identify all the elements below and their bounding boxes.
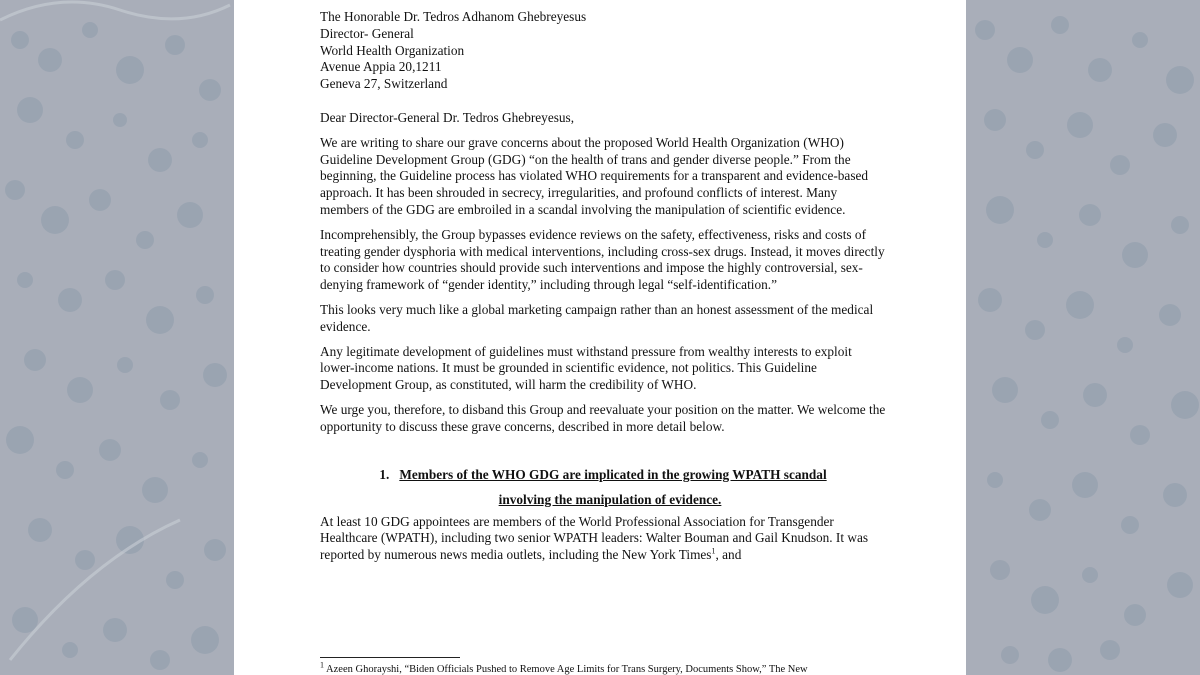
recipient-address bbox=[320, 9, 886, 93]
footnote-text: Azeen Ghorayshi, “Biden Officials Pushed to Remove Age Limits for Trans Surgery, Documents Show,” The New bbox=[324, 664, 808, 675]
section-number: 1. bbox=[379, 466, 390, 482]
section-title-line1: Members of the WHO GDG are implicated in the growing WPATH scandal bbox=[399, 466, 827, 482]
address-line: The Honorable Dr. Tedros Adhanom Ghebreyesus bbox=[320, 9, 587, 24]
paragraph: We are writing to share our grave concerns about the proposed World Health Organization (WHO) Guideline Development Group (GDG) “on the health of trans and gender diverse people.” From the beginning, the Guideline process has violated WHO requirements for a transparent and evidence-based approach. It has been shrouded in secrecy, irregularities, and profound conflicts of interest. Many members of the GDG are embroiled in a scandal involving the manipulation of scientific evidence. bbox=[320, 134, 869, 217]
address-line: World Health Organization bbox=[320, 42, 465, 58]
paragraph: This looks very much like a global marketing campaign rather than an honest assessment of the medical evidence. bbox=[320, 301, 874, 334]
section-title-line2: involving the manipulation of evidence. bbox=[498, 491, 722, 507]
section-heading bbox=[320, 462, 886, 487]
address-line: Avenue Appia 20,1211 bbox=[320, 59, 442, 75]
letter-body bbox=[320, 9, 886, 572]
paragraph: Any legitimate development of guidelines must withstand pressure from wealthy interests to exploit lower-income nations. It must be grounded in scientific evidence, not politics. This Guideline Development Group, as constituted, will harm the credibility of WHO. bbox=[320, 343, 852, 393]
section-paragraph bbox=[320, 514, 886, 564]
address-line: Director- General bbox=[320, 25, 414, 41]
footnote bbox=[320, 660, 886, 675]
section-text: At least 10 GDG appointees are members of the World Professional Association for Transgender Healthcare (WPATH), including two senior WPATH leaders: Walter Bouman and Gail Knudson. It was reported by numerous news media outlets, including the New York Times bbox=[320, 513, 869, 563]
letter-page bbox=[234, 0, 966, 675]
salutation: Dear Director-General Dr. Tedros Ghebreyesus, bbox=[320, 109, 575, 125]
section-text-tail: , and bbox=[715, 547, 742, 563]
paragraph: We urge you, therefore, to disband this Group and reevaluate your position on the matter. We welcome the opportunity to discuss these grave concerns, described in more detail below. bbox=[320, 401, 886, 434]
footnote-divider bbox=[320, 657, 460, 658]
address-line: Geneva 27, Switzerland bbox=[320, 76, 448, 92]
footnote-marker: 1 bbox=[320, 660, 324, 670]
paragraph: Incomprehensibly, the Group bypasses evidence reviews on the safety, effectiveness, risks and costs of treating gender dysphoria with medical interventions, including cross-sex drugs. Instead, it moves directly to consider how countries should provide such interventions and impose the highly controversial, sex-denying framework of “gender identity,” including through legal “self-identification.” bbox=[320, 226, 885, 293]
footnote-reference: 1 bbox=[711, 546, 716, 556]
